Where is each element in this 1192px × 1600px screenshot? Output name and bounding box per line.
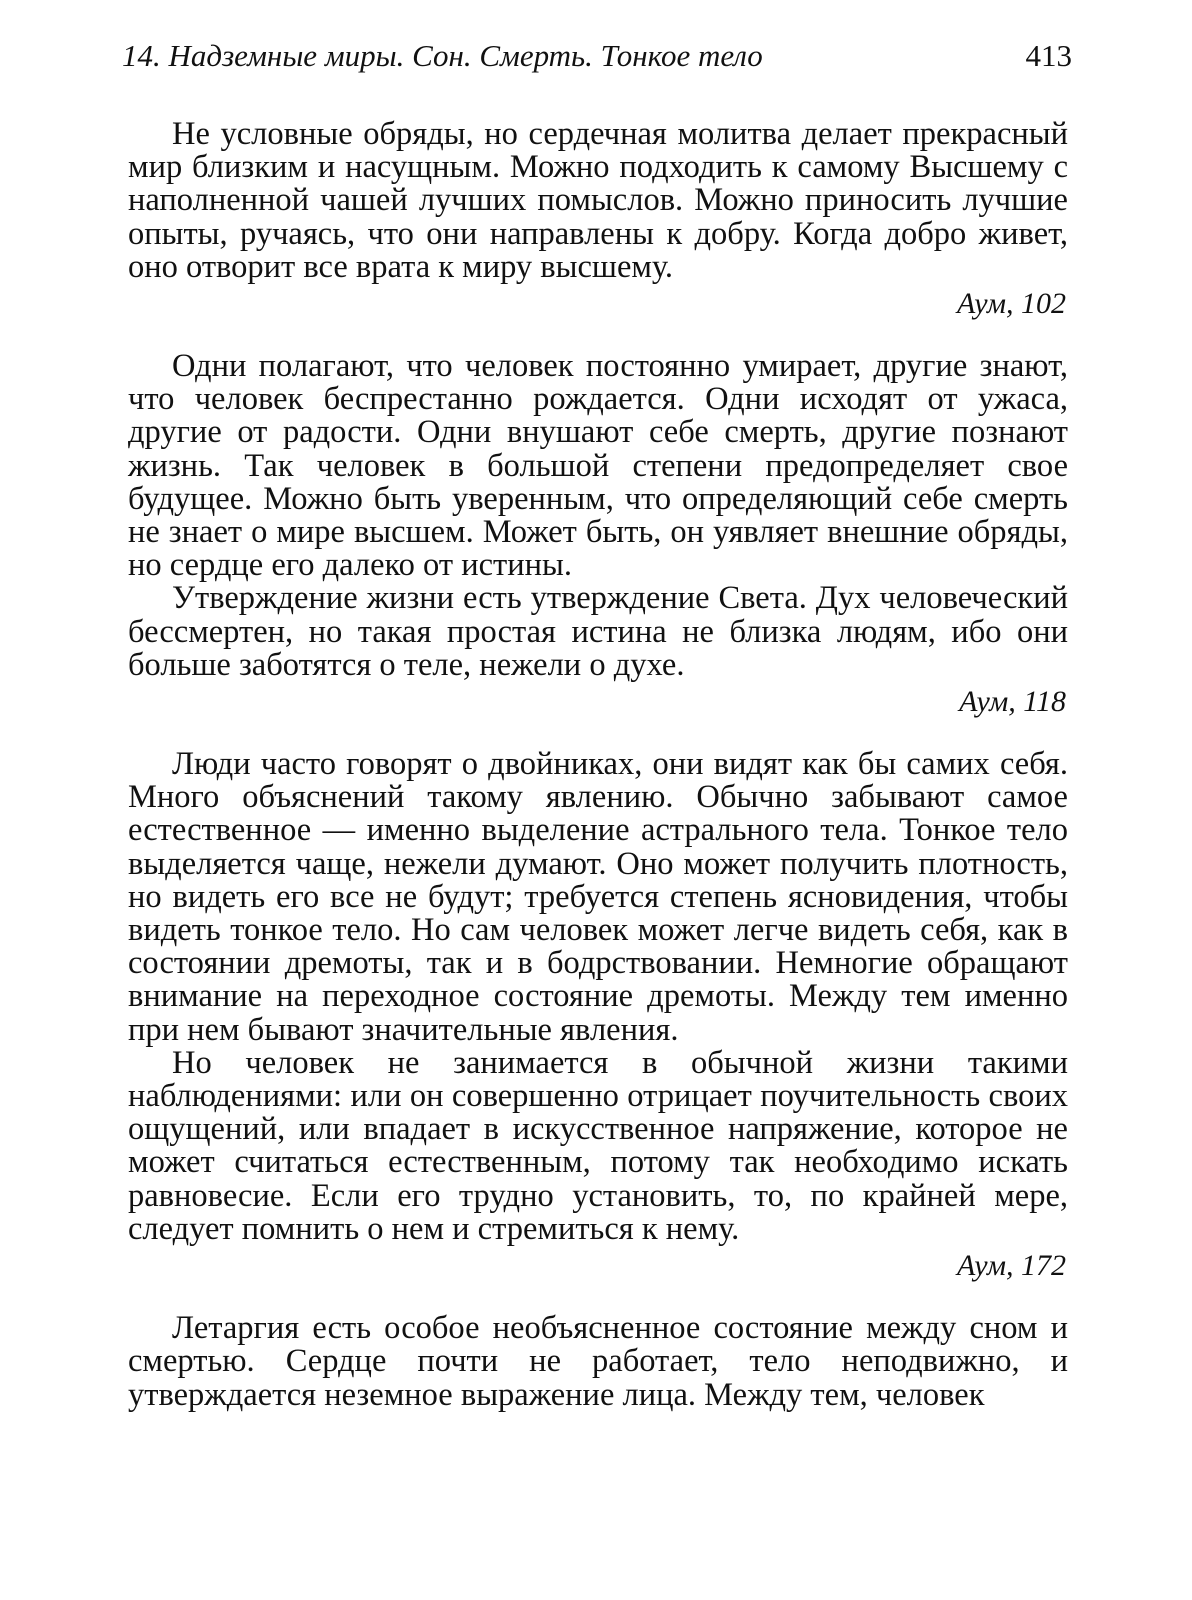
- entry-aum-102: [128, 118, 1068, 324]
- running-title: 14. Надземные миры. Сон. Смерть. Тонкое тело: [122, 38, 763, 73]
- paragraph: Одни полагают, что человек постоянно умирает, другие знают, что человек беспрестанно рождается. Одни исходят от ужаса, другие от радости. Одни внушают себе смерть, другие познают жизнь. Так человек в большой степени предопределяет свое будущее. Можно быть уверенным, что определяющий себе смерть не знает о мире высшем. Может быть, он уявляет внешние обряды, но сердце его далеко от истины.: [128, 348, 1068, 584]
- paragraph: Не условные обряды, но сердечная молитва делает прекрасный мир близким и насущным. Можно подходить к самому Высшему с наполненной чашей лучших помыслов. Можно приносить лучшие опыты, ручаясь, что они направлены к добру. Когда добро живет, оно отворит все врата к миру высшему.: [128, 116, 1068, 285]
- entry-aum-172: [128, 748, 1068, 1286]
- paragraph: Утверждение жизни есть утверждение Света. Дух человеческий бессмертен, но такая простая истина не близка людям, ибо они больше заботятся о теле, нежели о духе.: [128, 580, 1068, 683]
- entry-aum-118: [128, 350, 1068, 722]
- body-text: [128, 118, 1068, 1438]
- running-head: [122, 38, 1072, 78]
- paragraph: Но человек не занимается в обычной жизни такими наблюдениями: или он совершенно отрицает поучительность своих ощущений, или впадает в искусственное напряжение, которое не может считаться естественным, потому так необходимо искать равновесие. Если его трудно установить, то, по крайней мере, следует помнить о нем и стремиться к нему.: [128, 1044, 1068, 1247]
- citation: Аум, 172: [956, 1249, 1066, 1283]
- paragraph: Люди часто говорят о двойниках, они видят как бы самих себя. Много объяснений такому явлению. Обычно забывают самое естественное — именно выделение астрального тела. Тонкое тело выделяется чаще, нежели думают. Оно может получить плотность, но видеть его все не будут; требуется степень ясновидения, чтобы видеть тонкое тело. Но сам человек может легче видеть себя, как в состоянии дремоты, так и в бодрствовании. Немногие обращают внимание на переходное состояние дремоты. Между тем именно при нем бывают значительные явления.: [128, 746, 1068, 1048]
- entry-lethargy: [128, 1312, 1068, 1412]
- paragraph: Летаргия есть особое необъясненное состояние между сном и смертью. Сердце почти не работает, тело неподвижно, и утверждается неземное выражение лица. Между тем, человек: [128, 1310, 1068, 1413]
- page-number: 413: [1025, 38, 1072, 73]
- citation: Аум, 102: [956, 287, 1066, 321]
- citation: Аум, 118: [959, 685, 1066, 719]
